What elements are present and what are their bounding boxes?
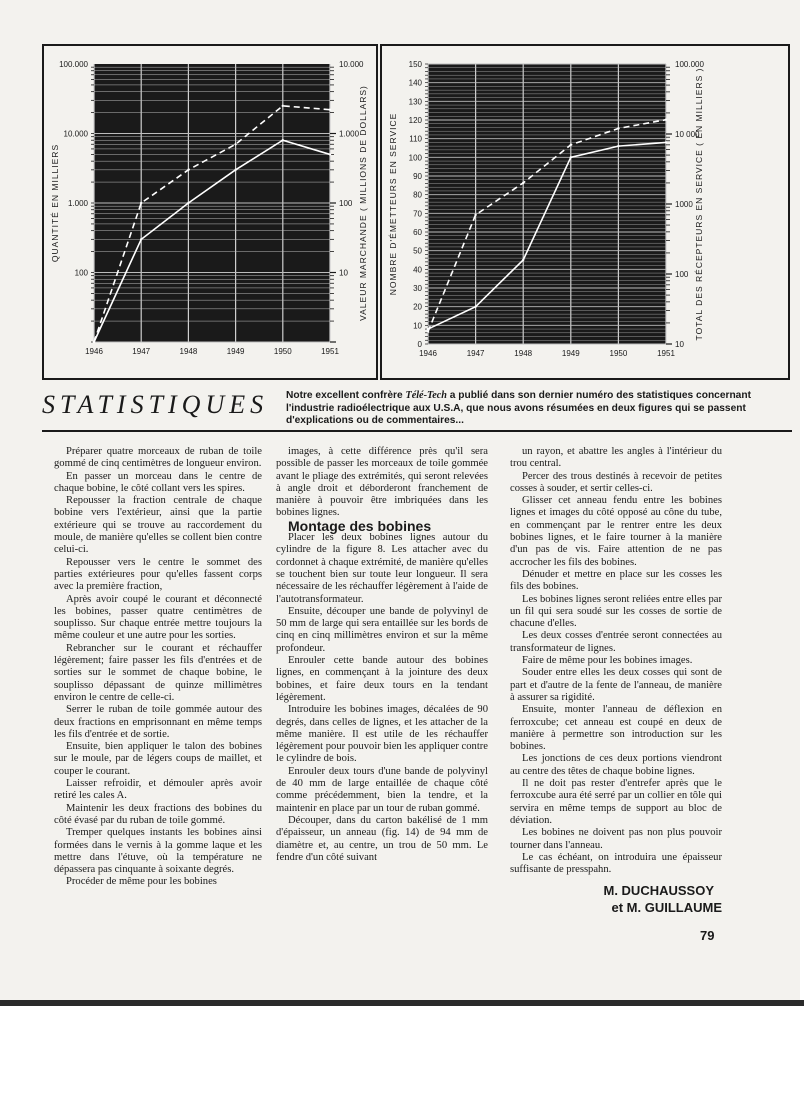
y-tick-label: 70 <box>413 209 422 219</box>
text-column-2 <box>276 446 488 864</box>
y-tick-label: 100 <box>74 268 88 278</box>
y-tick-label: 10.000 <box>63 129 88 139</box>
intro-text-after: a publié dans son dernier numéro des statistiques concernant l'industrie radioélectrique aux U.S.A, que nous avons résumées en deux figures qui se passent d'explications ou de commentaires... <box>286 390 751 426</box>
column-2-bottom-text <box>276 532 488 864</box>
paragraph: Glisser cet anneau fendu entre les bobines lignes et images du côté opposé au cône du tube, en commençant par le rentrer entre les deux bobines lignes, et le faire tourner à la manière d'un pas de vis. Faire attention de ne pas accrocher les fils des bobines. <box>510 495 722 568</box>
paragraph: Procéder de même pour les bobines <box>66 876 217 888</box>
y-tick-label: 40 <box>413 265 422 275</box>
paragraph: un rayon, et abattre les angles à l'intérieur du trou central. <box>510 446 722 470</box>
x-tick-label: 1947 <box>466 349 485 358</box>
y-tick-label: 120 <box>408 116 422 125</box>
paragraph: Le cas échéant, on introduira une épaisseur suffisante de presspahn. <box>510 851 722 876</box>
column-3-text <box>510 446 722 876</box>
data-point <box>570 144 572 146</box>
paragraph: Les bobines ne doivent pas non plus pouvoir tourner dans l'anneau. <box>510 827 722 851</box>
intro-text-before: Notre excellent confrère <box>286 390 406 401</box>
plot-area <box>428 64 666 344</box>
subhead-montage: Montage des bobines <box>288 517 432 534</box>
section-header <box>42 388 792 436</box>
paragraph: Dénuder et mettre en place sur les cosses les fils des bobines. <box>510 568 722 593</box>
data-point <box>617 127 619 129</box>
chart-transmitters-receivers-svg <box>382 46 788 378</box>
data-point <box>570 156 572 158</box>
y-tick-label: 80 <box>413 190 422 200</box>
y2-tick-label: 1000 <box>675 200 693 209</box>
section-title: STATISTIQUES <box>42 390 269 419</box>
chart-quantity-value-svg <box>44 46 376 378</box>
paragraph: images, à cette différence près qu'il sera possible de passer les morceaux de toile gommée avant le pliage des extrémités, qui seront relevées à angle droit et déborderont franchement de manière à pouvoir être imbriquées dans les bobines lignes. <box>276 446 488 519</box>
y-tick-label: 10 <box>413 321 422 331</box>
paragraph: Ensuite, monter l'anneau de déflexion en ferroxcube; cet anneau est coupé en deux de manière à permettre son introduction sur les bobines. <box>510 704 722 753</box>
data-point <box>140 202 142 204</box>
paragraph: Repousser vers le centre le sommet des parties extérieures pour qu'elles fassent corps avec la première fraction, <box>54 556 262 593</box>
data-point <box>93 341 95 343</box>
paragraph: Enrouler cette bande autour des bobines lignes, en commençant à la jointure des deux bobines, et faire deux tours en la tendant légèrement. <box>276 655 488 703</box>
authors <box>510 882 722 916</box>
data-point <box>665 141 667 143</box>
paragraph: Laisser refroidir, et démouler après avoir retiré les cales A. <box>54 778 262 802</box>
y2-axis-title: VALEUR MARCHANDE ( MILLIONS DE DOLLARS) <box>358 85 368 321</box>
x-tick-label: 1950 <box>609 349 628 358</box>
y2-tick-label: 100 <box>675 270 689 279</box>
y2-tick-label: 10.000 <box>339 60 364 69</box>
x-tick-label: 1951 <box>657 349 675 358</box>
paragraph: Il ne doit pas rester d'entrefer après que le ferroxcube aura été serré par un collier en tôle qui servira en même temps de support au bloc de déviation. <box>510 778 722 826</box>
x-tick-label: 1949 <box>226 347 245 356</box>
y2-tick-label: 10 000 <box>675 130 700 139</box>
y-tick-label: 50 <box>413 246 422 256</box>
x-tick-label: 1948 <box>179 347 198 356</box>
paper-edge <box>0 1000 804 1006</box>
data-point <box>427 330 429 332</box>
chart-transmitters-receivers <box>380 44 790 380</box>
paragraph: Les jonctions de ces deux portions viendront au centre des têtes de chaque bobine lignes. <box>510 753 722 777</box>
author-line-1: M. DUCHAUSSOY <box>603 883 714 899</box>
paragraph: Les deux cosses d'entrée seront connectées au transformateur de lignes. <box>510 630 722 654</box>
paragraph: Serrer le ruban de toile gommée autour des deux fractions en emprisonnant en même temps les fils d'entrée et de sortie. <box>54 704 262 740</box>
y-tick-label: 150 <box>408 60 422 69</box>
data-point <box>234 143 236 145</box>
data-point <box>474 214 476 216</box>
data-point <box>522 182 524 184</box>
data-point <box>140 238 142 240</box>
y2-tick-label: 10 <box>675 340 684 349</box>
y2-tick-label: 100.000 <box>675 60 704 69</box>
author-line-2: et M. GUILLAUME <box>611 900 722 916</box>
data-point <box>187 202 189 204</box>
section-intro <box>286 390 786 428</box>
x-tick-label: 1946 <box>419 349 437 358</box>
x-tick-label: 1947 <box>132 347 151 356</box>
paragraph: Percer des trous destinés à recevoir de petites cosses à souder, et sertir celles-ci. <box>510 470 722 494</box>
y2-tick-label: 1.000 <box>339 129 360 139</box>
data-point <box>282 105 284 107</box>
paragraph: Rebrancher sur le courant et réchauffer légèrement; faire passer les fils d'entrées et de sorties sur le sommet de chaque bobine, le souplisso dépassant de quinze millimètres environ le centre de celle-ci. <box>54 642 262 703</box>
paragraph: Ensuite, bien appliquer le talon des bobines sur le moule, par de légers coups de maillet, et couper le courant. <box>54 741 262 777</box>
y-tick-label: 100.000 <box>59 60 88 69</box>
text-column-1 <box>54 446 262 889</box>
y-tick-label: 20 <box>413 302 422 312</box>
y-tick-label: 130 <box>408 97 422 107</box>
paragraph: Introduire les bobines images, décalées de 90 degrés, dans celles de lignes, et les attacher de la même manière. Il est utile de les réchauffer légèrement pour pouvoir bien les appliquer contre le cylindre de bois. <box>276 704 488 765</box>
text-column-3 <box>510 446 722 916</box>
column-2-top-text <box>276 446 488 520</box>
y-tick-label: 140 <box>408 78 422 88</box>
paragraph: Repousser la fraction centrale de chaque bobine vers l'extérieur, ainsi que la partie extérieure qui se trouve au raccordement du moule, de manière qu'elles se collent bien contre celui-ci. <box>54 495 262 556</box>
y-tick-label: 30 <box>413 284 422 293</box>
paragraph: Maintenir les deux fractions des bobines du côté évasé par du ruban de toile gommé. <box>54 802 262 826</box>
x-tick-label: 1946 <box>85 347 103 356</box>
paragraph: Les bobines lignes seront reliées entre elles par un fil qui sera soudé sur les cosses de sortie de chacune d'elles. <box>510 593 722 630</box>
section-rule <box>42 430 792 432</box>
paragraph: Enrouler deux tours d'une bande de polyvinyl de 40 mm de large entaillée de chaque côté comme précédemment, bien la tendre, et la maintenir en place par un tour de ruban gommé. <box>276 765 488 814</box>
y-tick-label: 110 <box>409 134 422 144</box>
y-tick-label: 100 <box>408 153 422 163</box>
y-tick-label: 0 <box>417 340 422 349</box>
x-tick-label: 1951 <box>321 347 339 356</box>
y-axis-title: NOMBRE D'ÉMETTEURS EN SERVICE <box>388 112 398 296</box>
data-point <box>329 109 331 111</box>
data-point <box>617 145 619 147</box>
intro-publication-name: Télé-Tech <box>405 390 447 401</box>
paragraph: Tremper quelques instants les bobines ainsi formées dans le vernis à la gomme laque et les mettre dans l'étuve, où la température ne dépassera pas cinquante à soixante degrés. <box>54 827 262 876</box>
data-point <box>329 153 331 155</box>
paragraph: Placer les deux bobines lignes autour du cylindre de la figure 8. Les attacher avec du cordonnet à chaque extrémité, de manière qu'elles se touchent bien sur toute leur longueur. Il sera nécessaire de les réchauffer légèrement à l'aide de l'autotransformateur. <box>276 532 488 605</box>
y-tick-label: 60 <box>413 228 422 237</box>
data-point <box>474 305 476 307</box>
paragraph: Préparer quatre morceaux de ruban de toile gommé de cinq centimètres de longueur environ. <box>54 446 262 470</box>
paragraph: En passer un morceau dans le centre de chaque bobine, le côté collant vers les spires. <box>54 470 262 494</box>
paragraph: Souder entre elles les deux cosses qui sont de part et d'autre de la fente de l'anneau, de manière à assurer sa rigidité. <box>510 667 722 703</box>
paragraph: Découper, dans du carton bakélisé de 1 mm d'épaisseur, un anneau (fig. 14) de 94 mm de diamètre et, au centre, un trou de 50 mm. Le fendre d'un côté suivant <box>276 814 488 863</box>
y2-tick-label: 10 <box>339 268 348 278</box>
paragraph: Ensuite, découper une bande de polyvinyl de 50 mm de large qui sera entaillée sur les bords de cinq en cinq millimètres environ et sur la même profondeur. <box>276 605 488 654</box>
x-tick-label: 1950 <box>273 347 292 356</box>
y-tick-label: 1.000 <box>67 199 88 208</box>
data-point <box>665 119 667 121</box>
y2-tick-label: 100 <box>339 199 353 208</box>
data-point <box>282 139 284 141</box>
paragraph: Après avoir coupé le courant et déconnecté les bobines, passer quatre centimètres de souplisso. Sur chaque entrée mettre toujours la même couleur et une autre pour les sorties. <box>54 593 262 642</box>
x-tick-label: 1948 <box>514 349 533 358</box>
y-tick-label: 90 <box>413 172 422 181</box>
paragraph: Faire de même pour les bobines images. <box>522 655 693 667</box>
x-tick-label: 1949 <box>561 349 580 358</box>
y2-axis-title: TOTAL DES RÉCEPTEURS EN SERVICE ( EN MILLIERS ) <box>694 67 704 341</box>
page-number: 79 <box>700 928 715 943</box>
data-point <box>234 169 236 171</box>
data-point <box>522 259 524 261</box>
chart-quantity-value <box>42 44 378 380</box>
data-point <box>187 169 189 171</box>
y-axis-title: QUANTITÉ EN MILLIERS <box>50 143 60 263</box>
